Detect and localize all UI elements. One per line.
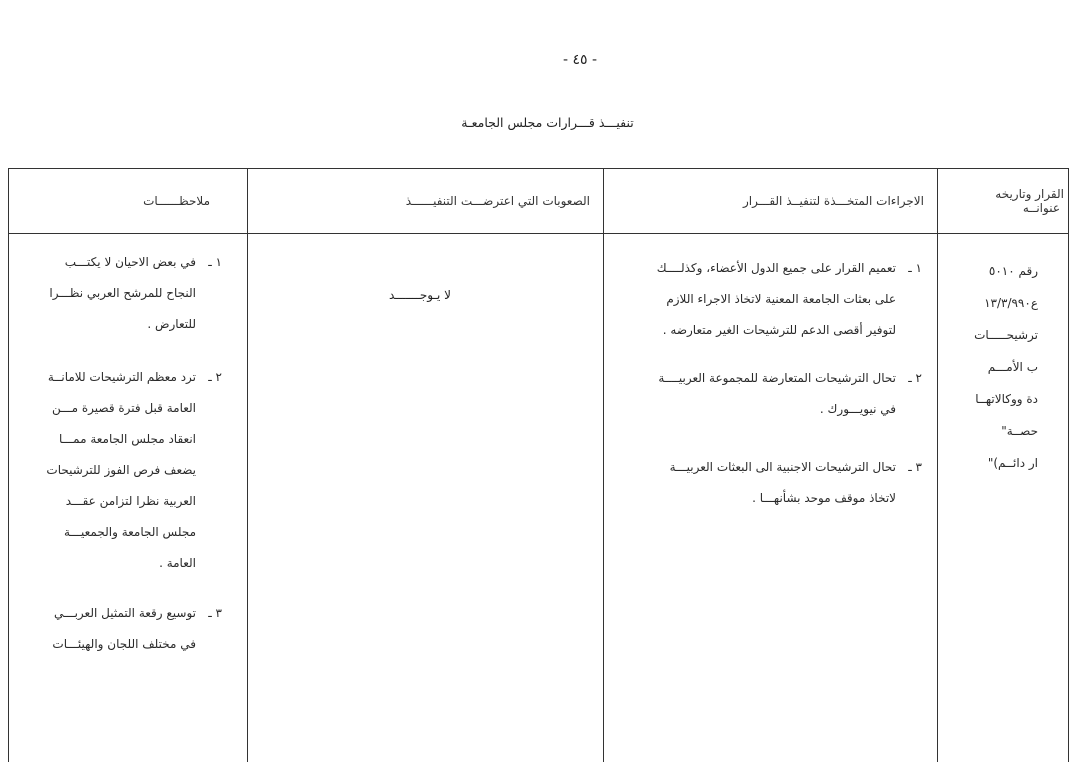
item-text: للتعارض . xyxy=(147,317,196,331)
item-text: توسيع رقعة التمثيل العربـــي xyxy=(54,606,196,620)
difficulties-cell: لا يـوجـــــــد xyxy=(388,288,452,302)
header-notes: ملاحظــــــات xyxy=(143,194,210,208)
header-actions: الاجراءات المتخـــذة لتنفيــذ القـــرار xyxy=(743,194,924,208)
item-text: العربية نظرا لتزامن عقـــد xyxy=(65,494,196,508)
list-item xyxy=(612,253,922,346)
list-item xyxy=(612,452,922,514)
item-line xyxy=(17,278,222,309)
item-line xyxy=(612,284,922,315)
item-number: ٢ ـ xyxy=(208,370,222,384)
item-line xyxy=(17,393,222,424)
resolution-line: دة ووكالاتهــا xyxy=(975,392,1038,406)
item-line xyxy=(17,309,222,340)
item-number: ٣ ـ xyxy=(908,460,922,474)
item-line xyxy=(17,517,222,548)
resolution-line: رقم ٥٠١٠ xyxy=(988,264,1038,278)
item-line xyxy=(612,253,922,284)
item-text: لاتخاذ موقف موحد بشأنهـــا . xyxy=(752,491,896,505)
item-line xyxy=(17,424,222,455)
item-text: يضعف فرص الفوز للترشيحات xyxy=(46,463,196,477)
resolution-line: حصــة" xyxy=(1001,424,1038,438)
item-number: ١ ـ xyxy=(908,261,922,275)
header-resolution xyxy=(940,187,1064,215)
item-line xyxy=(612,452,922,483)
item-number: ٢ ـ xyxy=(908,371,922,385)
resolution-cell xyxy=(942,255,1038,479)
item-text: انعقاد مجلس الجامعة ممـــا xyxy=(58,432,196,446)
item-line xyxy=(17,548,222,579)
item-text: النجاح للمرشح العربي نظـــرا xyxy=(49,286,196,300)
list-item xyxy=(17,362,222,579)
list-item xyxy=(17,247,222,340)
list-item xyxy=(612,363,922,425)
item-text: في بعض الاحيان لا يكتـــب xyxy=(64,255,196,269)
item-line xyxy=(17,247,222,278)
item-number: ١ ـ xyxy=(208,255,222,269)
resolution-line: ترشيحـــــات xyxy=(974,328,1038,342)
item-line xyxy=(612,315,922,346)
item-text: تحال الترشيحات الاجنبية الى البعثات العربيـــة xyxy=(669,460,896,474)
resolution-line: ار دائــم)" xyxy=(987,456,1038,470)
resolution-line: ب الأمـــم xyxy=(987,360,1038,374)
page-title: تنفيـــذ قـــرارات مجلس الجامعـة xyxy=(461,115,634,130)
item-text: العامة . xyxy=(159,556,196,570)
header-difficulties: الصعوبات التي اعترضـــت التنفيــــــذ xyxy=(405,194,590,208)
item-text: في نيويـــورك . xyxy=(819,402,896,416)
item-text: مجلس الجامعة والجمعيـــة xyxy=(64,525,196,539)
header-resolution-sub: عنوانــه xyxy=(1022,201,1060,215)
item-text: على بعثات الجامعة المعنية لاتخاذ الاجراء اللازم xyxy=(666,292,896,306)
page-number: - ٤٥ - xyxy=(562,52,598,68)
item-line xyxy=(17,598,222,629)
item-text: تحال الترشيحات المتعارضة للمجموعة العربيــــة xyxy=(658,371,896,385)
header-resolution-label: القرار وتاريخه xyxy=(995,187,1064,201)
item-line xyxy=(612,394,922,425)
item-line xyxy=(17,486,222,517)
item-text: ترد معظم الترشيحات للامانــة xyxy=(47,370,196,384)
item-line xyxy=(17,629,222,660)
item-text: في مختلف اللجان والهيئـــات xyxy=(52,637,196,651)
item-number: ٣ ـ xyxy=(208,606,222,620)
item-text: لتوفير أقصى الدعم للترشيحات الغير متعارضه . xyxy=(662,323,896,337)
item-text: تعميم القرار على جميع الدول الأعضاء، وكذلــــك xyxy=(656,261,896,275)
item-line xyxy=(612,363,922,394)
resolution-line: ع١٣/٣/٩٩٠ xyxy=(984,296,1038,310)
list-item xyxy=(17,598,222,660)
item-line xyxy=(17,455,222,486)
item-line xyxy=(17,362,222,393)
item-line xyxy=(612,483,922,514)
item-text: العامة قبل فترة قصيرة مـــن xyxy=(51,401,196,415)
